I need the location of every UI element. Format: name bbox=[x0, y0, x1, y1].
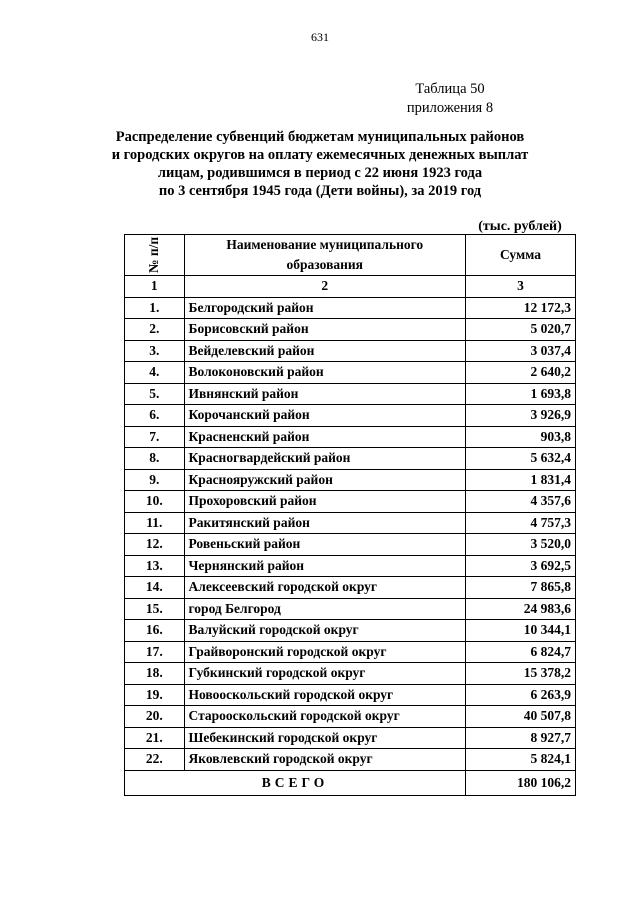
row-sum: 5 020,7 bbox=[466, 319, 576, 341]
table-row bbox=[125, 297, 576, 319]
column-index: 3 bbox=[466, 276, 576, 298]
row-name: Губкинский городской округ bbox=[184, 663, 465, 685]
header-name-line2: образования bbox=[286, 257, 363, 272]
row-name: Краснояружский район bbox=[184, 469, 465, 491]
row-name: Валуйский городской округ bbox=[184, 620, 465, 642]
row-name: Яковлевский городской округ bbox=[184, 749, 465, 771]
row-number: 5. bbox=[125, 383, 185, 405]
table-row bbox=[125, 405, 576, 427]
row-sum: 6 824,7 bbox=[466, 641, 576, 663]
header-name-line1: Наименование муниципального bbox=[226, 237, 424, 252]
row-sum: 10 344,1 bbox=[466, 620, 576, 642]
table-row bbox=[125, 706, 576, 728]
row-name: Грайворонский городской округ bbox=[184, 641, 465, 663]
row-sum: 5 632,4 bbox=[466, 448, 576, 470]
header-num bbox=[125, 235, 185, 276]
row-number: 4. bbox=[125, 362, 185, 384]
row-name: Волоконовский район bbox=[184, 362, 465, 384]
row-name: город Белгород bbox=[184, 598, 465, 620]
table-row bbox=[125, 469, 576, 491]
table-row bbox=[125, 555, 576, 577]
table-row bbox=[125, 340, 576, 362]
table-row bbox=[125, 448, 576, 470]
row-number: 15. bbox=[125, 598, 185, 620]
table-reference bbox=[380, 80, 520, 118]
row-number: 18. bbox=[125, 663, 185, 685]
row-sum: 7 865,8 bbox=[466, 577, 576, 599]
page-number: 631 bbox=[311, 30, 329, 44]
title-line2: и городских округов на оплату ежемесячных денежных выплат bbox=[111, 147, 529, 163]
row-number: 20. bbox=[125, 706, 185, 728]
row-number: 3. bbox=[125, 340, 185, 362]
table-reference-line1: Таблица 50 bbox=[415, 81, 485, 97]
row-sum: 3 520,0 bbox=[466, 534, 576, 556]
row-sum: 903,8 bbox=[466, 426, 576, 448]
row-number: 11. bbox=[125, 512, 185, 534]
table-row bbox=[125, 684, 576, 706]
row-number: 19. bbox=[125, 684, 185, 706]
header-num-label: № п/п bbox=[146, 236, 162, 274]
table-reference-line2: приложения 8 bbox=[406, 100, 494, 116]
row-number: 14. bbox=[125, 577, 185, 599]
row-sum: 3 037,4 bbox=[466, 340, 576, 362]
title-line1: Распределение субвенций бюджетам муниципальных районов bbox=[115, 129, 525, 145]
row-sum: 2 640,2 bbox=[466, 362, 576, 384]
row-name: Старооскольский городской округ bbox=[184, 706, 465, 728]
row-sum: 24 983,6 bbox=[466, 598, 576, 620]
total-sum: 180 106,2 bbox=[466, 770, 576, 795]
row-number: 8. bbox=[125, 448, 185, 470]
row-sum: 15 378,2 bbox=[466, 663, 576, 685]
row-number: 22. bbox=[125, 749, 185, 771]
row-name: Шебекинский городской округ bbox=[184, 727, 465, 749]
row-sum: 1 693,8 bbox=[466, 383, 576, 405]
row-sum: 4 357,6 bbox=[466, 491, 576, 513]
row-number: 16. bbox=[125, 620, 185, 642]
units-label: (тыс. рублей) bbox=[478, 219, 562, 234]
subsidy-table bbox=[124, 234, 576, 796]
row-sum: 40 507,8 bbox=[466, 706, 576, 728]
table-row bbox=[125, 426, 576, 448]
row-name: Вейделевский район bbox=[184, 340, 465, 362]
table-row bbox=[125, 491, 576, 513]
table-row bbox=[125, 663, 576, 685]
table-row bbox=[125, 319, 576, 341]
total-label: ВСЕГО bbox=[125, 770, 466, 795]
document-title bbox=[100, 128, 540, 200]
row-number: 7. bbox=[125, 426, 185, 448]
table-row bbox=[125, 512, 576, 534]
row-sum: 3 692,5 bbox=[466, 555, 576, 577]
table-body bbox=[125, 297, 576, 770]
row-sum: 12 172,3 bbox=[466, 297, 576, 319]
table-row bbox=[125, 727, 576, 749]
column-index: 2 bbox=[184, 276, 465, 298]
row-sum: 1 831,4 bbox=[466, 469, 576, 491]
total-row bbox=[125, 770, 576, 795]
row-name: Алексеевский городской округ bbox=[184, 577, 465, 599]
table-row bbox=[125, 577, 576, 599]
row-number: 9. bbox=[125, 469, 185, 491]
column-index: 1 bbox=[125, 276, 185, 298]
row-sum: 6 263,9 bbox=[466, 684, 576, 706]
table-row bbox=[125, 598, 576, 620]
row-name: Ивнянский район bbox=[184, 383, 465, 405]
header-name bbox=[184, 235, 465, 276]
row-name: Ровеньский район bbox=[184, 534, 465, 556]
table-header-row bbox=[125, 235, 576, 276]
row-number: 13. bbox=[125, 555, 185, 577]
title-line3: лицам, родившимся в период с 22 июня 1923 года bbox=[157, 165, 483, 181]
table-row bbox=[125, 641, 576, 663]
header-sum: Сумма bbox=[466, 235, 576, 276]
row-name: Прохоровский район bbox=[184, 491, 465, 513]
row-name: Белгородский район bbox=[184, 297, 465, 319]
row-sum: 5 824,1 bbox=[466, 749, 576, 771]
row-number: 21. bbox=[125, 727, 185, 749]
row-number: 1. bbox=[125, 297, 185, 319]
row-sum: 3 926,9 bbox=[466, 405, 576, 427]
row-number: 10. bbox=[125, 491, 185, 513]
row-number: 12. bbox=[125, 534, 185, 556]
table-row bbox=[125, 749, 576, 771]
row-sum: 4 757,3 bbox=[466, 512, 576, 534]
column-index-row bbox=[125, 276, 576, 298]
row-name: Красненский район bbox=[184, 426, 465, 448]
row-name: Новооскольский городской округ bbox=[184, 684, 465, 706]
row-name: Борисовский район bbox=[184, 319, 465, 341]
row-number: 6. bbox=[125, 405, 185, 427]
title-line4: по 3 сентября 1945 года (Дети войны), за 2019 год bbox=[158, 183, 482, 199]
row-number: 17. bbox=[125, 641, 185, 663]
table-row bbox=[125, 620, 576, 642]
row-name: Ракитянский район bbox=[184, 512, 465, 534]
row-name: Чернянский район bbox=[184, 555, 465, 577]
table-row bbox=[125, 362, 576, 384]
row-name: Корочанский район bbox=[184, 405, 465, 427]
table-row bbox=[125, 383, 576, 405]
row-name: Красногвардейский район bbox=[184, 448, 465, 470]
row-number: 2. bbox=[125, 319, 185, 341]
table-row bbox=[125, 534, 576, 556]
row-sum: 8 927,7 bbox=[466, 727, 576, 749]
